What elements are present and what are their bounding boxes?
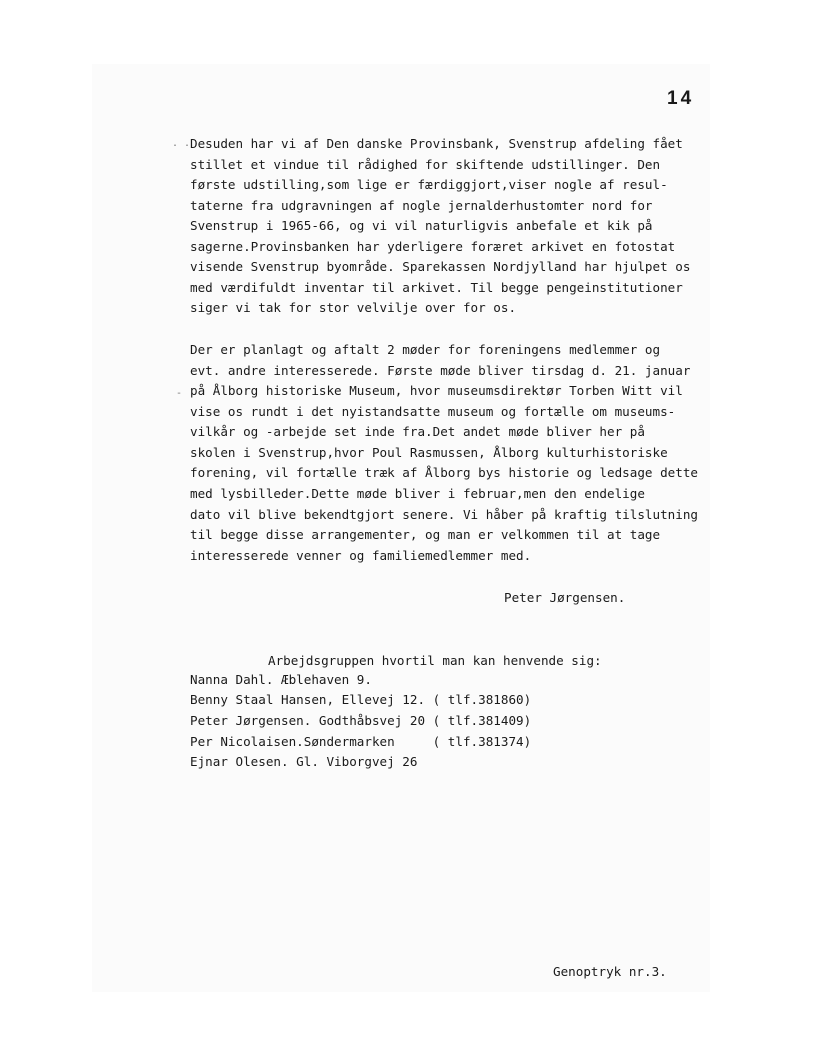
page-number: 14 <box>667 88 695 109</box>
paragraph2-line: interesserede venner og familiemedlemmer med. <box>190 548 532 563</box>
paragraph2-line: forening, vil fortælle træk af Ålborg bys historie og ledsage dette <box>190 465 698 480</box>
paragraph2-line: dato vil blive bekendtgjort senere. Vi håber på kraftig tilslutning <box>190 507 698 522</box>
scan-mark: . . <box>172 138 191 149</box>
contact-line: Nanna Dahl. Æblehaven 9. <box>190 672 372 687</box>
paragraph2-line: med lysbilleder.Dette møde bliver i februar,men den endelige <box>190 486 645 501</box>
paragraph1-line: Desuden har vi af Den danske Provinsbank, Svenstrup afdeling fået <box>190 136 683 151</box>
paragraph2-line: vise os rundt i det nyistandsatte museum og fortælle om museums- <box>190 404 676 419</box>
paragraph1-line: siger vi tak for stor velvilje over for os. <box>190 300 517 315</box>
paragraph2-line: skolen i Svenstrup,hvor Poul Rasmussen, Ålborg kulturhistoriske <box>190 445 668 460</box>
paragraph1-line: Svenstrup i 1965-66, og vi vil naturligvis anbefale et kik på <box>190 218 653 233</box>
signature: Peter Jørgensen. <box>504 590 626 605</box>
scan-mark: - <box>176 388 183 399</box>
paragraph1-line: stillet et vindue til rådighed for skiftende udstillinger. Den <box>190 157 661 172</box>
paragraph1-line: med værdifuldt inventar til arkivet. Til begge pengeinstitutioner <box>190 280 683 295</box>
paragraph1-line: visende Svenstrup byområde. Sparekassen Nordjylland har hjulpet os <box>190 259 691 274</box>
paragraph2-line: på Ålborg historiske Museum, hvor museumsdirektør Torben Witt vil <box>190 383 683 398</box>
paragraph1-line: første udstilling,som lige er færdiggjort,viser nogle af resul- <box>190 177 668 192</box>
contact-line: Benny Staal Hansen, Ellevej 12. ( tlf.381860) <box>190 692 532 707</box>
paragraph2-line: til begge disse arrangementer, og man er velkommen til at tage <box>190 527 661 542</box>
contact-line: Peter Jørgensen. Godthåbsvej 20 ( tlf.381409) <box>190 713 532 728</box>
paragraph2-line: Der er planlagt og aftalt 2 møder for foreningens medlemmer og <box>190 342 661 357</box>
paragraph1-line: taterne fra udgravningen af nogle jernalderhustomter nord for <box>190 198 653 213</box>
paragraph2-line: evt. andre interesserede. Første møde bliver tirsdag d. 21. januar <box>190 363 691 378</box>
contact-line: Ejnar Olesen. Gl. Viborgvej 26 <box>190 754 418 769</box>
paragraph2-line: vilkår og -arbejde set inde fra.Det andet møde bliver her på <box>190 424 645 439</box>
paragraph1-line: sagerne.Provinsbanken har yderligere foræret arkivet en fotostat <box>190 239 676 254</box>
footer-reprint-note: Genoptryk nr.3. <box>553 964 667 979</box>
contacts-heading: Arbejdsgruppen hvortil man kan henvende sig: <box>268 653 602 668</box>
contact-line: Per Nicolaisen.Søndermarken ( tlf.381374) <box>190 734 532 749</box>
